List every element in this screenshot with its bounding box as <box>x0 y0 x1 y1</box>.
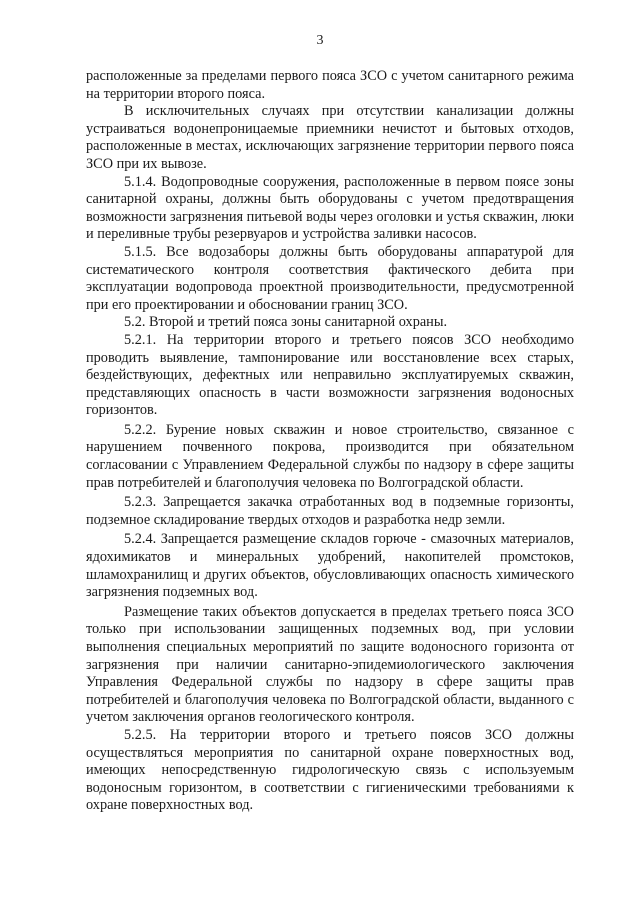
section-heading-5-2: 5.2. Второй и третий пояса зоны санитарной охраны. <box>124 314 448 331</box>
paragraph-5-2-3: 5.2.3. Запрещается закачка отработанных вод в подземные горизонты, подземное складирование твердых отходов и разработка недр земли. <box>86 494 574 528</box>
paragraph-continuation: расположенные за пределами первого пояса ЗСО с учетом санитарного режима на территории второго пояса. <box>86 68 574 102</box>
paragraph-5-2-1: 5.2.1. На территории второго и третьего поясов ЗСО необходимо проводить выявление, тампонирование или восстановление всех старых, бездействующих, дефектных или неправильно эксплуатируемых скважин, представляющих опасность в части возможности загрязнения водоносных горизонтов. <box>86 331 574 419</box>
paragraph-exceptional-cases: В исключительных случаях при отсутствии канализации должны устраиваться водонепроницаемые приемники нечистот и бытовых отходов, расположенные в местах, исключающих загрязнение территории первого пояса ЗСО при их вывозе. <box>86 103 574 172</box>
paragraph-5-1-4: 5.1.4. Водопроводные сооружения, расположенные в первом поясе зоны санитарной охраны, должны быть оборудованы с учетом предотвращения возможности загрязнения питьевой воды через оголовки и устья скважин, люки и переливные трубы резервуаров и устройства заливки насосов. <box>86 173 574 243</box>
paragraph-5-2-4: 5.2.4. Запрещается размещение складов горюче - смазочных материалов, ядохимикатов и минеральных удобрений, накопителей промстоков, шламохранилищ и других объектов, обусловливающих опасность химического загрязнения подземных вод. <box>86 531 574 601</box>
paragraph-5-1-5: 5.1.5. Все водозаборы должны быть оборудованы аппаратурой для систематического контроля соответствия фактического дебита при эксплуатации водопровода проектной производительности, предусмотренной при его проектировании и обосновании границ ЗСО. <box>86 243 574 313</box>
document-body <box>86 68 574 815</box>
paragraph-placement-conditions: Размещение таких объектов допускается в пределах третьего пояса ЗСО только при использовании защищенных подземных вод, при условии выполнения специальных мероприятий по защите водоносного горизонта от загрязнения при наличии санитарно-эпидемиологического заключения Управления Федеральной службы по надзору в сфере защиты прав потребителей и благополучия человека по Волгоградской области, выданного с учетом заключения органов геологического контроля. <box>86 603 574 726</box>
page-number: 3 <box>316 33 324 48</box>
paragraph-5-2-5: 5.2.5. На территории второго и третьего поясов ЗСО должны осуществляться мероприятия по санитарной охране поверхностных вод, имеющих непосредственную гидрологическую связь с используемым водоносным горизонтом, в соответствии с гигиеническими требованиями к охране поверхностных вод. <box>86 726 574 814</box>
paragraph-5-2-2: 5.2.2. Бурение новых скважин и новое строительство, связанное с нарушением почвенного покрова, производится при обязательном согласовании с Управлением Федеральной службы по надзору в сфере защиты прав потребителей и благополучия человека по Волгоградской области. <box>86 421 574 491</box>
